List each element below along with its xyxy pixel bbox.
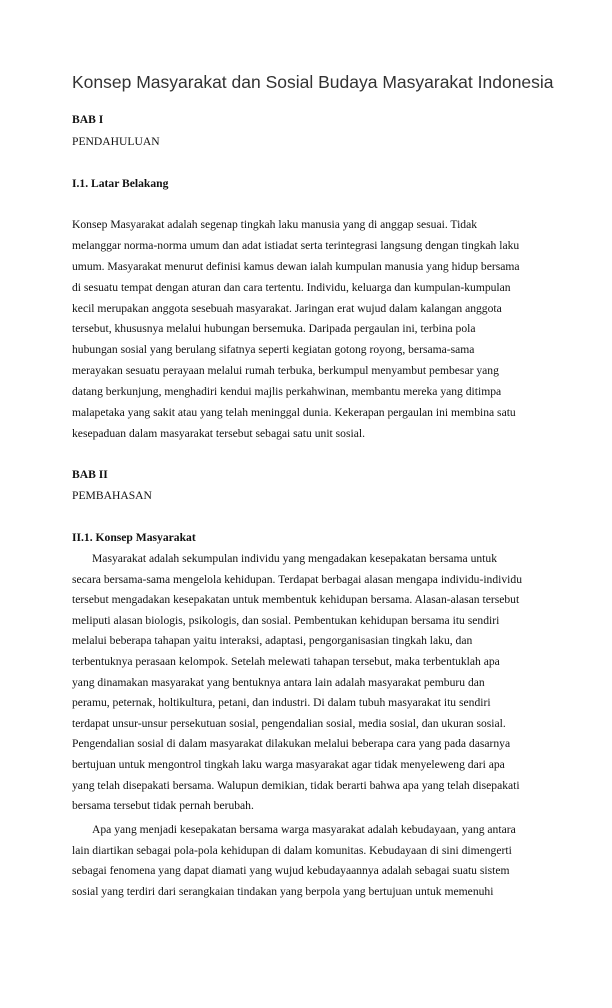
paragraph-line: kesepaduan dalam masyarakat tersebut sebagai satu unit sosial. (72, 426, 365, 440)
paragraph-line: secara bersama-sama mengelola kehidupan. Terdapat berbagai alasan mengapa individu-individu (72, 572, 522, 586)
paragraph-line: merayakan sesuatu perayaan melalui rumah terbuka, berkumpul menyambut pembesar yang (72, 364, 499, 378)
paragraph-line: peramu, peternak, holtikultura, petani, dan industri. Di dalam tubuh masyarakat itu sendiri (72, 696, 491, 710)
paragraph-line: kecil merupakan anggota sesebuah masyarakat. Jaringan erat wujud dalam kalangan anggota (72, 301, 502, 315)
paragraph-line: bertujuan untuk mengontrol tingkah laku warga masyarakat agar tidak menyeleweng dari apa (72, 757, 505, 771)
paragraph-line: yang telah disepakati bersama. Walupun demikian, tidak berarti bahwa apa yang telah disepakati (72, 778, 520, 792)
paragraph-line: umum. Masyarakat menurut definisi kamus dewan ialah kumpulan manusia yang hidup bersama (72, 259, 520, 273)
paragraph-line: tersebut mengadakan kesepakatan untuk membentuk kehidupan bersama. Alasan-alasan tersebut (72, 593, 520, 607)
paragraph-line: Masyarakat adalah sekumpulan individu yang mengadakan kesepakatan bersama untuk (92, 552, 498, 565)
paragraph-line: meliputi alasan biologis, psikologis, dan sosial. Pembentukan kehidupan bersama itu sendiri (72, 613, 500, 627)
paragraph-line: sosial yang terdiri dari serangkaian tindakan yang berpola yang bertujuan untuk memenuhi (72, 884, 494, 898)
paragraph-line: Konsep Masyarakat adalah segenap tingkah laku manusia yang di anggap sesuai. Tidak (72, 218, 478, 231)
bab2-label: BAB II (72, 468, 108, 481)
paragraph-line: lain diartikan sebagai pola-pola kehidupan di dalam komunitas. Kebudayaan di sini dimengerti (72, 843, 512, 857)
paragraph-line: yang dinamakan masyarakat yang bentuknya antara lain adalah masyarakat pemburu dan (72, 675, 485, 689)
paragraph-line: sebagai fenomena yang dapat diamati yang wujud kebudayaannya adalah sebagai suatu sistem (72, 864, 510, 878)
paragraph-line: Pengendalian sosial di dalam masyarakat dilakukan melalui beberapa cara yang pada dasarnya (72, 737, 511, 751)
paragraph-line: melanggar norma-norma umum dan adat istiadat serta terintegrasi langsung dengan tingkah laku (72, 238, 520, 252)
paragraph-line: malapetaka yang sakit atau yang telah meninggal dunia. Kekerapan pergaulan ini membina satu (72, 406, 516, 420)
paragraph-line: datang berkunjung, menghadiri kendui majlis perkahwinan, membantu mereka yang ditimpa (72, 385, 502, 399)
paragraph-line: Apa yang menjadi kesepakatan bersama warga masyarakat adalah kebudayaan, yang antara (92, 823, 516, 836)
bab2-heading: PEMBAHASAN (72, 489, 152, 502)
paragraph-line: bersama tersebut tidak pernah berubah. (72, 799, 254, 813)
document-title: Konsep Masyarakat dan Sosial Budaya Masyarakat Indonesia (72, 72, 554, 92)
bab2-section-title: II.1. Konsep Masyarakat (72, 531, 196, 544)
paragraph-line: hubungan sosial yang berulang sifatnya seperti kegiatan gotong royong, bersama-sama (72, 343, 475, 357)
bab1-heading: PENDAHULUAN (72, 135, 160, 148)
bab2-paragraph-1 (72, 549, 542, 817)
bab1-section-title: I.1. Latar Belakang (72, 177, 169, 190)
paragraph-line: melalui beberapa tahapan yaitu interaksi, adaptasi, pengorganisasian tingkah laku, dan (72, 634, 473, 648)
bab1-label: BAB I (72, 113, 104, 126)
bab1-paragraph (72, 215, 542, 445)
paragraph-line: terdapat unsur-unsur persekutuan sosial, pengendalian sosial, media sosial, dan ukuran sosial. (72, 716, 506, 730)
paragraph-line: terbentuknya perasaan kelompok. Setelah melewati tahapan tersebut, maka terbentuklah apa (72, 654, 500, 668)
paragraph-line: di sesuatu tempat dengan aturan dan cara tertentu. Individu, keluarga dan kumpulan-kumpulan (72, 280, 511, 294)
bab2-paragraph-2 (72, 820, 542, 902)
paragraph-line: tersebut, khususnya melalui hubungan bersemuka. Daripada pergaulan ini, terbina pola (72, 322, 476, 336)
